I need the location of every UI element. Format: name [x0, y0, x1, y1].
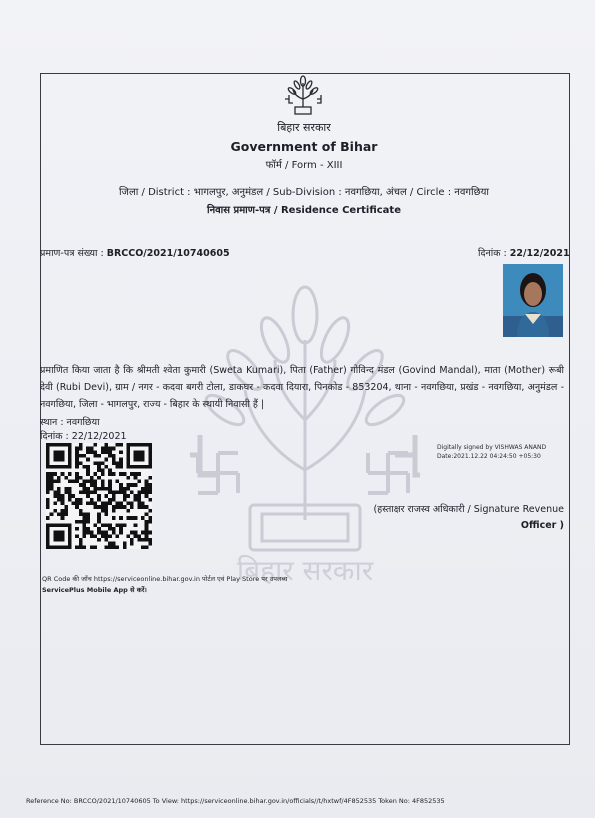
- reference-footer: Reference No: BRCCO/2021/10740605 To View: https://serviceonline.bihar.gov.in/officials//t/hxtwf/4F852535 Token No: 4F852535: [26, 797, 445, 805]
- signature-title: [358, 502, 564, 534]
- place-date-line: दिनांक : 22/12/2021: [40, 431, 127, 442]
- certificate-number-value: BRCCO/2021/10740605: [106, 248, 230, 259]
- bihar-emblem-logo: [281, 73, 325, 117]
- issue-date-value: 22/12/2021: [509, 248, 570, 259]
- certificate-body: प्रमाणित किया जाता है कि श्रीमती श्वेता कुमारी (Sweta Kumari), पिता (Father) गोविन्द मंडल (Govind Mandal), माता (Mother) रूबी देवी (Rubi Devi), ग्राम / नगर - कदवा बगरी टोला, डाकघर - कदवा दियारा, पिनकोड - 853204, थाना - नवगछिया, प्रखंड - नवगछिया, अनुमंडल - नवगछिया, जिला - भागलपुर, राज्य - बिहार के स्थायी निवासी हैं |: [40, 365, 564, 410]
- watermark-swastika-right: [365, 450, 411, 496]
- watermark-text: बिहार सरकार: [236, 554, 374, 587]
- certificate-type: निवास प्रमाण-पत्र / Residence Certificate: [206, 205, 401, 216]
- applicant-photo: [503, 264, 563, 337]
- qr-note-line2: ServicePlus Mobile App से करें।: [42, 586, 147, 594]
- qr-note-line1: QR Code की जाँच https://serviceonline.bihar.gov.in पोर्टल एवं Play Store पर उपलब्ध: [42, 575, 288, 583]
- certificate-number: [40, 246, 230, 259]
- digital-signature-date: Date:2021.12.22 04:24:50 +05:30: [437, 453, 541, 460]
- signature-title-line2: Officer ): [520, 520, 564, 531]
- form-number: फॉर्म / Form - XIII: [265, 160, 343, 171]
- district-line: जिला / District : भागलपुर, अनुमंडल / Sub-Division : नवगछिया, अंचल / Circle : नवगछिया: [118, 187, 490, 198]
- certificate-number-label: प्रमाण-पत्र संख्या :: [40, 248, 104, 259]
- qr-verification-note: [42, 574, 287, 596]
- government-title: Government of Bihar: [230, 139, 378, 154]
- watermark-swastika-left: [195, 450, 241, 496]
- issue-date: [478, 246, 570, 259]
- digital-signature-signer: Digitally signed by VISHWAS ANAND: [437, 444, 547, 451]
- verification-qr-code[interactable]: [46, 443, 152, 549]
- place-line: स्थान : नवगछिया: [40, 417, 100, 428]
- digital-signature-note: [437, 443, 546, 461]
- signature-title-line1: (हस्ताक्षर राजस्व अधिकारी / Signature Revenue: [373, 504, 564, 515]
- hindi-title: बिहार सरकार: [277, 121, 331, 134]
- issue-date-label: दिनांक :: [478, 248, 507, 259]
